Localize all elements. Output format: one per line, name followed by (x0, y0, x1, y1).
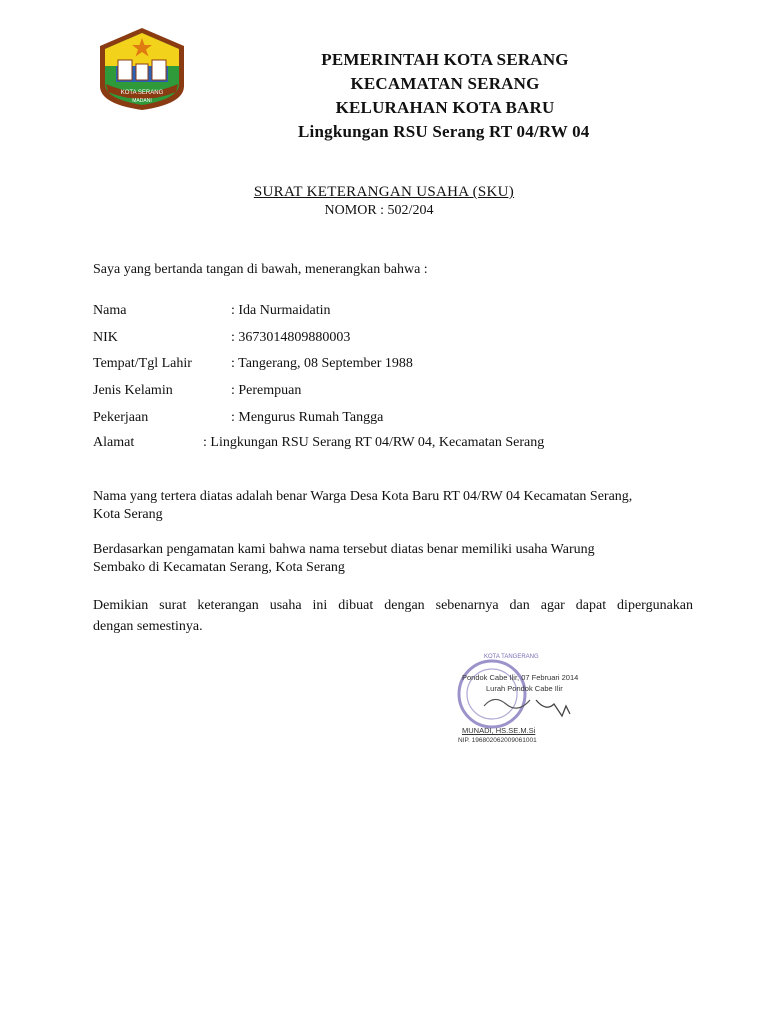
field-label: Alamat (93, 435, 135, 450)
field-pekerjaan (93, 410, 384, 426)
paragraph-business (93, 541, 693, 577)
document-number: NOMOR : 502/204 (324, 203, 434, 218)
paragraph-line: Sembako di Kecamatan Serang, Kota Serang (93, 560, 345, 575)
paragraph-line: Kota Serang (93, 507, 163, 522)
field-alamat (93, 435, 545, 451)
signature-position: Lurah Pondok Cabe Ilir (486, 684, 563, 693)
field-value: : Mengurus Rumah Tangga (231, 410, 384, 425)
field-tempat-tgl-lahir (93, 356, 413, 372)
kota-serang-emblem-icon (96, 26, 188, 112)
paragraph-line: Nama yang tertera diatas adalah benar Warga Desa Kota Baru RT 04/RW 04 Kecamatan Serang, (93, 489, 633, 504)
paragraph-line: Demikian surat keterangan usaha ini dibuat dengan sebenarnya dan agar dapat dipergunakan (93, 598, 693, 613)
field-label: Pekerjaan (93, 410, 149, 425)
letterhead-line-3: KELURAHAN KOTA BARU (335, 98, 555, 117)
signature-block (454, 654, 596, 750)
document-title-block (0, 182, 768, 220)
intro-text: Saya yang bertanda tangan di bawah, menerangkan bahwa : (93, 262, 428, 277)
field-value: : Perempuan (231, 383, 302, 398)
paragraph-residency (93, 488, 693, 524)
logo-text-bottom: MADANI (132, 98, 152, 104)
stamp-text: KOTA TANGERANG (484, 654, 539, 660)
letterhead-line-2: KECAMATAN SERANG (350, 74, 540, 93)
field-value: : 3673014809880003 (231, 330, 351, 345)
field-label: Nama (93, 303, 127, 318)
field-value: : Tangerang, 08 September 1988 (231, 356, 413, 371)
signatory-nip: NIP. 196802062009061001 (458, 737, 537, 744)
paragraph-line: Berdasarkan pengamatan kami bahwa nama tersebut diatas benar memiliki usaha Warung (93, 542, 595, 557)
field-nik (93, 330, 351, 346)
field-label: Tempat/Tgl Lahir (93, 356, 192, 371)
signatory-name: MUNADI, HS.SE.M.Si (462, 726, 536, 735)
field-label: NIK (93, 330, 118, 345)
city-logo (96, 26, 188, 112)
official-stamp-icon (454, 654, 596, 750)
field-value: : Lingkungan RSU Serang RT 04/RW 04, Kecamatan Serang (203, 435, 545, 450)
signature-place-date: Pondok Cabe Ilir, 07 Februari 2014 (462, 673, 579, 682)
field-label: Jenis Kelamin (93, 383, 173, 398)
field-nama (93, 303, 331, 319)
letterhead (280, 48, 610, 144)
letterhead-line-4: Lingkungan RSU Serang RT 04/RW 04 (298, 122, 590, 141)
paragraph-closing (93, 595, 693, 637)
paragraph-line: dengan semestinya. (93, 619, 203, 634)
document-title: SURAT KETERANGAN USAHA (SKU) (253, 184, 515, 200)
field-value: : Ida Nurmaidatin (231, 303, 331, 318)
letterhead-line-1: PEMERINTAH KOTA SERANG (321, 50, 569, 69)
field-jenis-kelamin (93, 383, 302, 399)
logo-text-top: KOTA SERANG (120, 90, 164, 96)
